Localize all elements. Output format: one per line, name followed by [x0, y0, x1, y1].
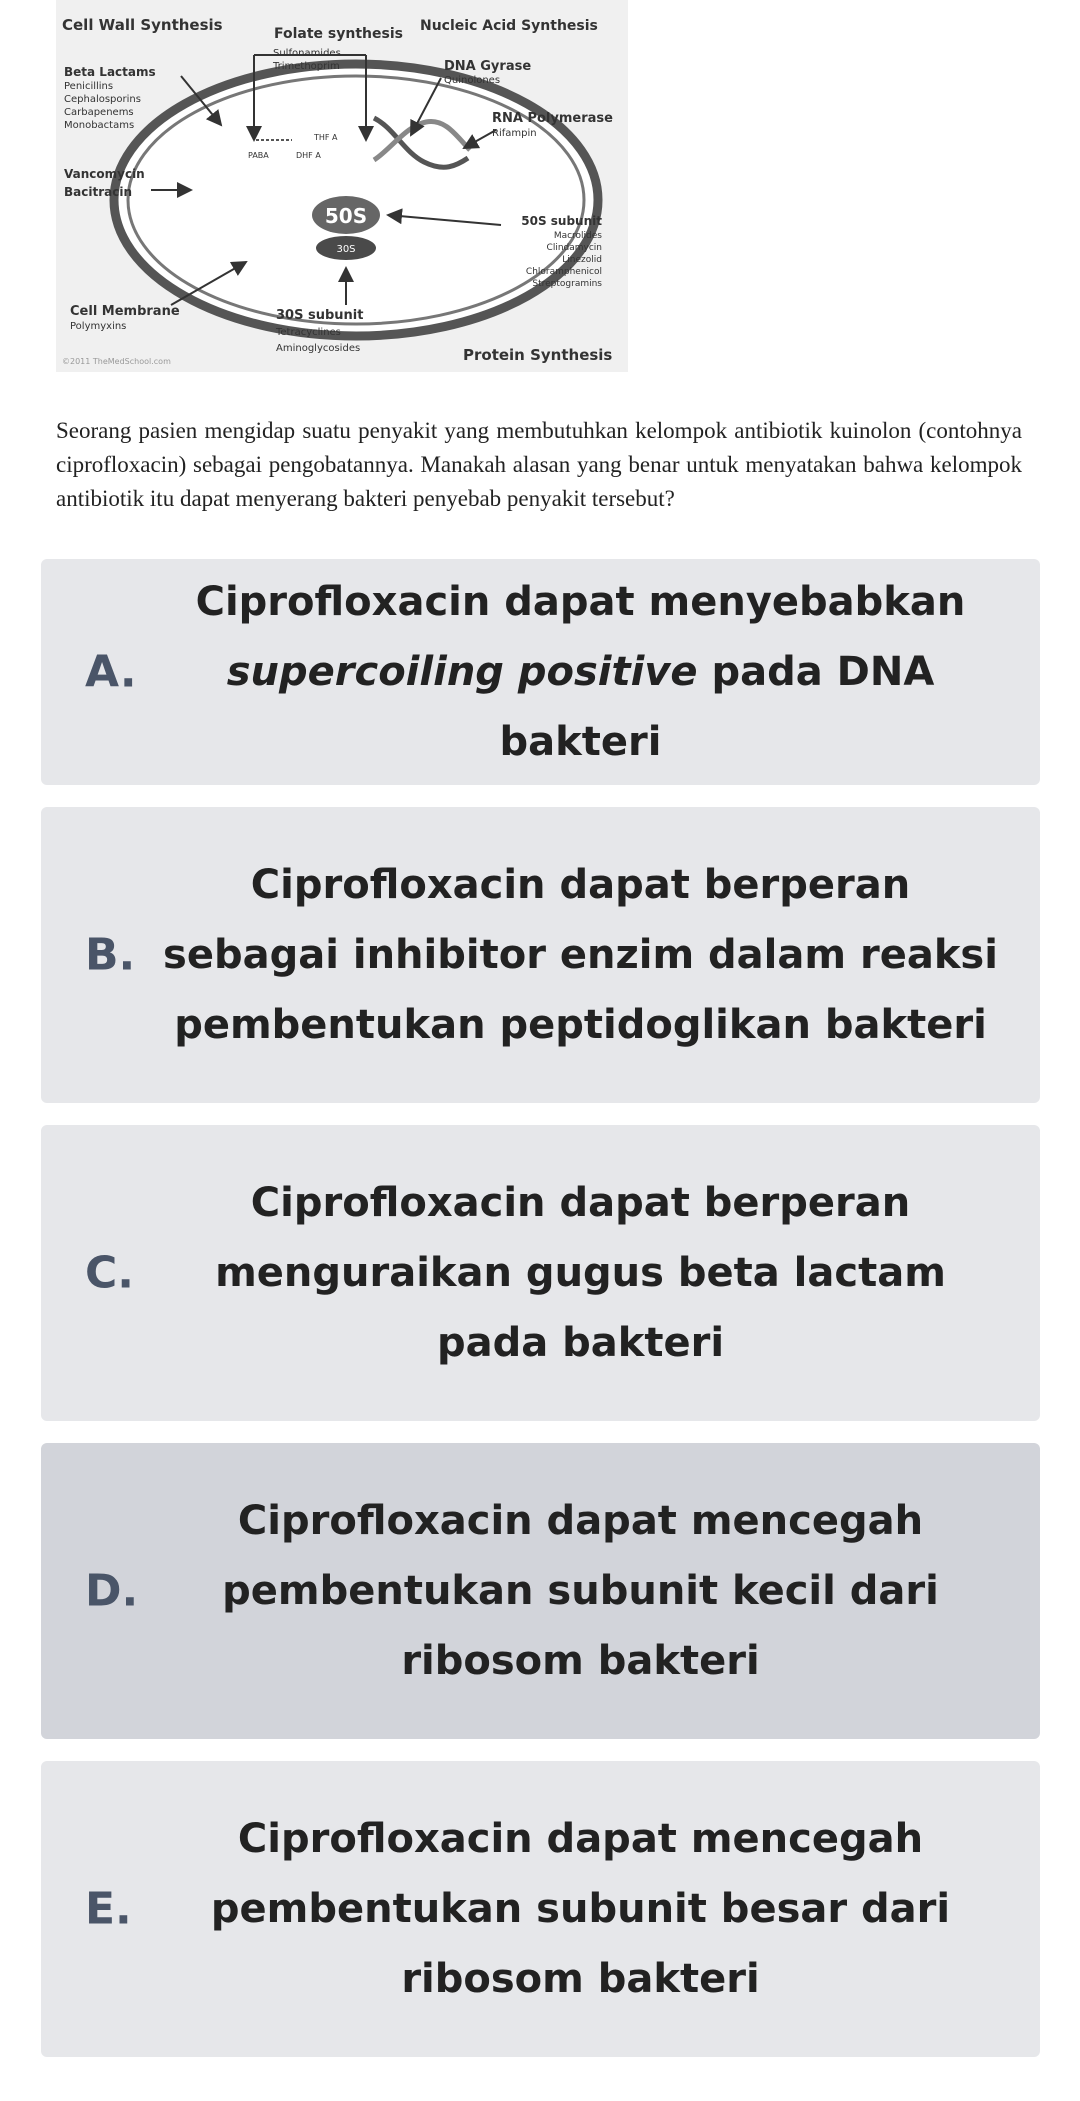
option-d[interactable]: [41, 1443, 1040, 1739]
dhf-a-label: DHF A: [296, 151, 321, 160]
quinolones-label: Quinolones: [444, 75, 501, 86]
copyright-text: ©2011 TheMedSchool.com: [62, 357, 171, 366]
cell-wall-synthesis-title: Cell Wall Synthesis: [62, 16, 223, 34]
chloramphenicol-label: Chloramphenicol: [525, 267, 602, 277]
rna-polymerase-label: RNA Polymerase: [492, 111, 613, 126]
dna-gyrase-label: DNA Gyrase: [444, 59, 532, 74]
option-letter: D.: [85, 1565, 139, 1617]
option-text: Ciprofloxacin dapat mencegah pembentukan subunit besar dari ribosom bakteri: [210, 1816, 951, 2002]
antibiotic-targets-diagram: [56, 0, 628, 372]
sulfonamides-label: Sulfonamides: [273, 48, 341, 59]
ribosome-30s-label: 30S: [336, 244, 356, 255]
option-a-line1: Ciprofloxacin dapat menyebabkan: [195, 579, 966, 625]
option-a[interactable]: [41, 559, 1040, 785]
option-a-line2-rest: pada DNA bakteri: [499, 649, 935, 765]
50s-subunit-label: 50S subunit: [521, 214, 602, 228]
polymyxins-label: Polymyxins: [70, 321, 127, 332]
cell-membrane-label: Cell Membrane: [70, 304, 180, 319]
monobactams-label: Monobactams: [64, 120, 135, 131]
tetracyclines-label: Tetracyclines: [276, 327, 341, 338]
option-letter: E.: [85, 1883, 132, 1935]
beta-lactams-label: Beta Lactams: [64, 65, 156, 79]
option-text: [161, 567, 1000, 777]
linezolid-label: Linezolid: [562, 255, 602, 265]
option-letter: C.: [85, 1247, 135, 1299]
question-text: Seorang pasien mengidap suatu penyakit yang membutuhkan kelompok antibiotik kuinolon (contohnya ciprofloxacin) sebagai pengobatannya. Manakah alasan yang benar untuk menyatakan bahwa kelompok antibiotik itu dapat menyerang bakteri penyebab penyakit tersebut?: [56, 418, 1022, 511]
option-e[interactable]: [41, 1761, 1040, 2057]
cephalosporins-label: Cephalosporins: [64, 94, 141, 105]
carbapenems-label: Carbapenems: [64, 107, 134, 118]
option-letter: B.: [85, 929, 136, 981]
folate-synthesis-title: Folate synthesis: [274, 26, 403, 42]
option-a-line2: [161, 637, 1000, 777]
option-text: Ciprofloxacin dapat berperan menguraikan gugus beta lactam pada bakteri: [215, 1180, 946, 1366]
paba-label: PABA: [248, 151, 269, 160]
30s-subunit-label: 30S subunit: [276, 308, 364, 323]
nucleic-acid-synthesis-title: Nucleic Acid Synthesis: [420, 18, 598, 34]
bacitracin-label: Bacitracin: [64, 185, 132, 199]
option-c[interactable]: [41, 1125, 1040, 1421]
clindamycin-label: Clindamycin: [546, 243, 602, 253]
protein-synthesis-title: Protein Synthesis: [463, 346, 613, 364]
macrolides-label: Macrolides: [553, 231, 602, 241]
rifampin-label: Rifampin: [492, 128, 537, 139]
penicillins-label: Penicillins: [64, 81, 114, 92]
option-a-italic: supercoiling positive: [226, 649, 698, 695]
trimethoprim-label: Trimethoprim: [273, 61, 340, 72]
thf-a-label: THF A: [314, 133, 338, 142]
aminoglycosides-label: Aminoglycosides: [276, 343, 361, 354]
ribosome-50s-label: 50S: [324, 204, 368, 228]
vancomycin-label: Vancomycin: [64, 167, 145, 181]
option-b[interactable]: [41, 807, 1040, 1103]
option-text: Ciprofloxacin dapat berperan sebagai inhibitor enzim dalam reaksi pembentukan peptidoglikan bakteri: [163, 862, 998, 1048]
option-text: Ciprofloxacin dapat mencegah pembentukan subunit kecil dari ribosom bakteri: [222, 1498, 939, 1684]
streptogramins-label: Streptogramins: [532, 279, 602, 289]
option-letter: A.: [85, 646, 137, 698]
